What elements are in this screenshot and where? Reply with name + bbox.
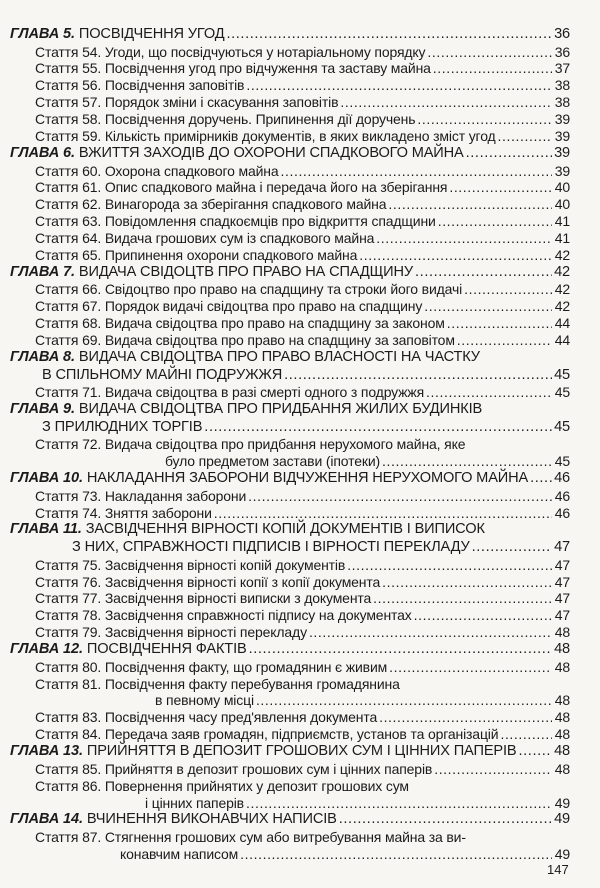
entry-page-number: 47 — [554, 573, 570, 590]
article-entry — [0, 676, 600, 693]
dot-leader — [382, 574, 552, 591]
dot-leader — [424, 298, 552, 315]
entry-page-number: 42 — [554, 263, 570, 280]
entry-title: ПОСВІДЧЕННЯ ФАКТІВ — [86, 641, 247, 658]
entry-page-number: 47 — [554, 590, 570, 607]
article-entry — [0, 94, 600, 111]
entry-page-number: 46 — [554, 504, 570, 521]
entry-title: ВИДАЧА СВІДОЦТВА ПРО ПРАВО ВЛАСНОСТІ НА ЧАСТКУ — [78, 349, 480, 366]
entry-page-number: 39 — [554, 111, 570, 128]
chapter-entry — [0, 401, 600, 419]
entry-page-number: 45 — [554, 453, 570, 470]
chapter-label: ГЛАВА 13. — [10, 743, 83, 760]
entry-title: Стаття 65. Припинення охорони спадкового майна — [35, 246, 358, 263]
article-entry — [0, 111, 600, 128]
entry-page-number: 45 — [554, 384, 570, 401]
entry-title: Стаття 67. Порядок видачі свідоцтва про право на спадщину — [35, 298, 423, 315]
entry-title: Стаття 79. Засвідчення вірності перекладу — [35, 624, 307, 641]
article-entry — [0, 230, 600, 247]
entry-page-number: 45 — [554, 418, 570, 435]
chapter-entry — [0, 264, 600, 282]
dot-leader — [246, 795, 552, 812]
entry-title: Стаття 74. Зняття заборони — [35, 504, 212, 521]
entry-title: Стаття 64. Видача грошових сум із спадкового майна — [35, 230, 375, 247]
chapter-entry — [0, 419, 600, 437]
article-entry — [0, 795, 600, 812]
entry-title: Стаття 66. Свідоцтво про право на спадщину та строки його видачі — [35, 281, 463, 298]
chapter-entry — [0, 811, 600, 829]
entry-page-number: 36 — [554, 43, 570, 60]
entry-title: Стаття 61. Опис спадкового майна і передача його на зберігання — [35, 179, 448, 196]
entry-title: Стаття 72. Видача свідоцтва про придбання нерухомого майна, яке — [35, 436, 466, 453]
entry-page-number: 39 — [554, 162, 570, 179]
dot-leader — [464, 281, 552, 298]
chapter-label: ГЛАВА 7. — [10, 263, 75, 280]
entry-page-number: 39 — [554, 144, 570, 161]
dot-leader — [530, 470, 552, 488]
entry-title: було предметом застави (іпотеки) — [165, 453, 380, 470]
dot-leader — [415, 264, 552, 282]
dot-leader — [373, 590, 552, 607]
entry-page-number: 48 — [554, 760, 570, 777]
entry-page-number: 46 — [554, 470, 570, 487]
article-entry — [0, 453, 600, 470]
article-entry — [0, 128, 600, 145]
dot-leader — [309, 624, 552, 641]
entry-title: Стаття 83. Посвідчення часу пред'явлення документа — [35, 709, 378, 726]
entry-page-number: 49 — [554, 811, 570, 828]
article-entry — [0, 557, 600, 574]
article-entry — [0, 659, 600, 676]
entry-page-number: 42 — [554, 298, 570, 315]
entry-page-number: 46 — [554, 487, 570, 504]
entry-title: ПОСВІДЧЕННЯ УГОД — [78, 26, 225, 42]
chapter-label: ГЛАВА 9. — [10, 401, 75, 418]
dot-leader — [500, 726, 552, 743]
entry-title: Стаття 58. Посвідчення доручень. Припинення дії доручень — [35, 111, 416, 128]
dot-leader — [226, 26, 552, 44]
entry-page-number: 38 — [554, 94, 570, 111]
entry-title: НАКЛАДАННЯ ЗАБОРОНИ ВІДЧУЖЕННЯ НЕРУХОМОГО МАЙНА — [86, 470, 529, 487]
entry-page-number: 37 — [554, 60, 570, 77]
entry-title: Стаття 71. Видача свідоцтва в разі смерті одного з подружжя — [35, 384, 425, 401]
chapter-label: ГЛАВА 12. — [10, 641, 83, 658]
entry-page-number: 48 — [554, 743, 570, 760]
article-entry — [0, 44, 600, 61]
article-entry — [0, 574, 600, 591]
dot-leader — [427, 44, 552, 61]
entry-page-number: 47 — [554, 607, 570, 624]
dot-leader — [433, 60, 552, 77]
entry-page-number: 47 — [554, 539, 570, 556]
entry-title: Стаття 86. Повернення прийнятих у депозит грошових сум — [35, 777, 409, 794]
article-entry — [0, 60, 600, 77]
chapter-entry — [0, 26, 600, 44]
entry-page-number: 48 — [554, 641, 570, 658]
entry-page-number: 48 — [554, 709, 570, 726]
entry-title: Стаття 60. Охорона спадкового майна — [35, 162, 279, 179]
entry-title: в певному місці — [155, 692, 254, 709]
dot-leader — [457, 332, 552, 349]
dot-leader — [280, 163, 552, 180]
dot-leader — [240, 846, 552, 863]
article-entry — [0, 846, 600, 863]
article-entry — [0, 436, 600, 453]
entry-page-number: 42 — [554, 246, 570, 263]
table-of-contents — [0, 26, 600, 863]
entry-title: Стаття 62. Винагорода за зберігання спадкового майна — [35, 196, 387, 213]
article-entry — [0, 315, 600, 332]
article-entry — [0, 692, 600, 709]
chapter-label: ГЛАВА 8. — [10, 349, 75, 366]
article-entry — [0, 163, 600, 180]
entry-title: Стаття 78. Засвідчення справжності підпису на документах — [35, 607, 412, 624]
chapter-entry — [0, 470, 600, 488]
entry-title: Стаття 59. Кількість примірників документів, в яких викладено зміст угод — [35, 128, 496, 145]
dot-leader — [359, 247, 552, 264]
dot-leader — [379, 709, 552, 726]
dot-leader — [388, 196, 552, 213]
entry-title: В СПІЛЬНОМУ МАЙНІ ПОДРУЖЖЯ — [42, 366, 283, 383]
entry-title: ВЖИТТЯ ЗАХОДІВ ДО ОХОРОНИ СПАДКОВОГО МАЙНА — [78, 144, 464, 161]
dot-leader — [417, 111, 552, 128]
dot-leader — [466, 145, 552, 163]
entry-title: Стаття 73. Накладання заборони — [35, 487, 247, 504]
entry-title: Стаття 87. Стягнення грошових сум або витребування майна за ви- — [35, 829, 466, 845]
chapter-entry — [0, 367, 600, 385]
article-entry — [0, 709, 600, 726]
dot-leader — [498, 128, 552, 145]
article-entry — [0, 281, 600, 298]
dot-leader — [472, 539, 552, 557]
entry-title: ЗАСВІДЧЕННЯ ВІРНОСТІ КОПІЙ ДОКУМЕНТІВ І ВИПИСОК — [85, 521, 485, 538]
entry-page-number: 48 — [554, 658, 570, 675]
dot-leader — [376, 230, 552, 247]
article-entry — [0, 488, 600, 505]
chapter-label: ГЛАВА 10. — [10, 470, 83, 487]
dot-leader — [426, 384, 552, 401]
entry-page-number: 40 — [554, 179, 570, 196]
dot-leader — [249, 641, 552, 659]
entry-title: Стаття 85. Прийняття в депозит грошових сум і цінних паперів — [35, 760, 433, 777]
dot-leader — [414, 607, 552, 624]
entry-page-number: 48 — [554, 726, 570, 743]
dot-leader — [382, 453, 552, 470]
entry-title: конавчим написом — [120, 845, 239, 862]
article-entry — [0, 298, 600, 315]
article-entry — [0, 179, 600, 196]
entry-page-number: 42 — [554, 281, 570, 298]
entry-title: Стаття 81. Посвідчення факту перебування громадянина — [35, 675, 400, 692]
article-entry — [0, 761, 600, 778]
entry-page-number: 44 — [554, 332, 570, 349]
entry-title: Стаття 56. Посвідчення заповітів — [35, 77, 245, 94]
entry-page-number: 44 — [554, 315, 570, 332]
entry-title: Стаття 84. Передача заяв громадян, підприємств, установ та організацій — [35, 726, 499, 743]
entry-title: ВИДАЧА СВІДОЦТВА ПРО ПРИДБАННЯ ЖИЛИХ БУДИНКІВ — [78, 401, 483, 418]
article-entry — [0, 590, 600, 607]
entry-page-number: 38 — [554, 77, 570, 94]
chapter-entry — [0, 539, 600, 557]
chapter-entry — [0, 743, 600, 761]
entry-page-number: 49 — [554, 794, 570, 811]
chapter-entry — [0, 641, 600, 659]
entry-title: З ПРИЛЮДНИХ ТОРГІВ — [42, 418, 203, 435]
dot-leader — [248, 488, 552, 505]
article-entry — [0, 505, 600, 522]
chapter-label: ГЛАВА 14. — [10, 811, 83, 828]
entry-title: і цінних паперів — [145, 794, 244, 811]
entry-title: Стаття 76. Засвідчення вірності копії з копії документа — [35, 573, 381, 590]
article-entry — [0, 624, 600, 641]
chapter-label: ГЛАВА 6. — [10, 144, 75, 161]
chapter-entry — [0, 521, 600, 539]
entry-title: Стаття 75. Засвідчення вірності копій документів — [35, 556, 346, 573]
entry-page-number: 40 — [554, 196, 570, 213]
dot-leader — [340, 94, 552, 111]
chapter-entry — [0, 349, 600, 367]
article-entry — [0, 829, 600, 846]
dot-leader — [434, 761, 552, 778]
entry-page-number: 39 — [554, 128, 570, 145]
dot-leader — [284, 367, 552, 385]
entry-title: Стаття 54. Угоди, що посвідчуються у нотаріальному порядку — [35, 43, 426, 60]
dot-leader — [214, 505, 552, 522]
article-entry — [0, 196, 600, 213]
entry-page-number: 45 — [554, 366, 570, 383]
article-entry — [0, 332, 600, 349]
entry-title: Стаття 57. Порядок зміни і скасування заповітів — [35, 94, 339, 111]
entry-title: Стаття 77. Засвідчення вірності виписки з документа — [35, 590, 372, 607]
entry-page-number: 48 — [554, 692, 570, 709]
dot-leader — [204, 419, 552, 437]
entry-title: Стаття 63. Повідомлення спадкоємців про відкриття спадщини — [35, 213, 436, 230]
entry-title: Стаття 80. Посвідчення факту, що громадянин є живим — [35, 658, 388, 675]
article-entry — [0, 213, 600, 230]
article-entry — [0, 778, 600, 795]
entry-page-number: 48 — [554, 624, 570, 641]
dot-leader — [447, 315, 552, 332]
page-number: 147 — [547, 862, 569, 877]
chapter-label: ГЛАВА 5. — [10, 26, 75, 42]
entry-title: ВИДАЧА СВІДОЦТВ ПРО ПРАВО НА СПАДЩИНУ — [78, 263, 414, 280]
entry-title: ВЧИНЕННЯ ВИКОНАВЧИХ НАПИСІВ — [86, 811, 337, 828]
entry-title: Стаття 69. Видача свідоцтва про право на спадщину за заповітом — [35, 332, 455, 349]
entry-page-number: 41 — [554, 230, 570, 247]
dot-leader — [518, 743, 552, 761]
entry-page-number: 49 — [554, 845, 570, 862]
entry-title: З НИХ, СПРАВЖНОСТІ ПІДПИСІВ І ВІРНОСТІ ПЕРЕКЛАДУ — [72, 539, 470, 556]
dot-leader — [246, 77, 552, 94]
dot-leader — [438, 213, 552, 230]
entry-page-number: 41 — [554, 213, 570, 230]
dot-leader — [256, 692, 552, 709]
entry-page-number: 36 — [554, 26, 570, 42]
chapter-entry — [0, 145, 600, 163]
entry-title: Стаття 68. Видача свідоцтва про право на спадщину за законом — [35, 315, 445, 332]
entry-title: Стаття 55. Посвідчення угод про відчуження та заставу майна — [35, 60, 431, 77]
dot-leader — [389, 659, 552, 676]
article-entry — [0, 384, 600, 401]
entry-page-number: 47 — [554, 556, 570, 573]
chapter-label: ГЛАВА 11. — [10, 521, 82, 538]
article-entry — [0, 726, 600, 743]
dot-leader — [347, 557, 552, 574]
dot-leader — [449, 179, 552, 196]
article-entry — [0, 77, 600, 94]
article-entry — [0, 247, 600, 264]
dot-leader — [339, 811, 552, 829]
entry-title: ПРИЙНЯТТЯ В ДЕПОЗИТ ГРОШОВИХ СУМ І ЦІННИХ ПАПЕРІВ — [86, 743, 517, 760]
article-entry — [0, 607, 600, 624]
